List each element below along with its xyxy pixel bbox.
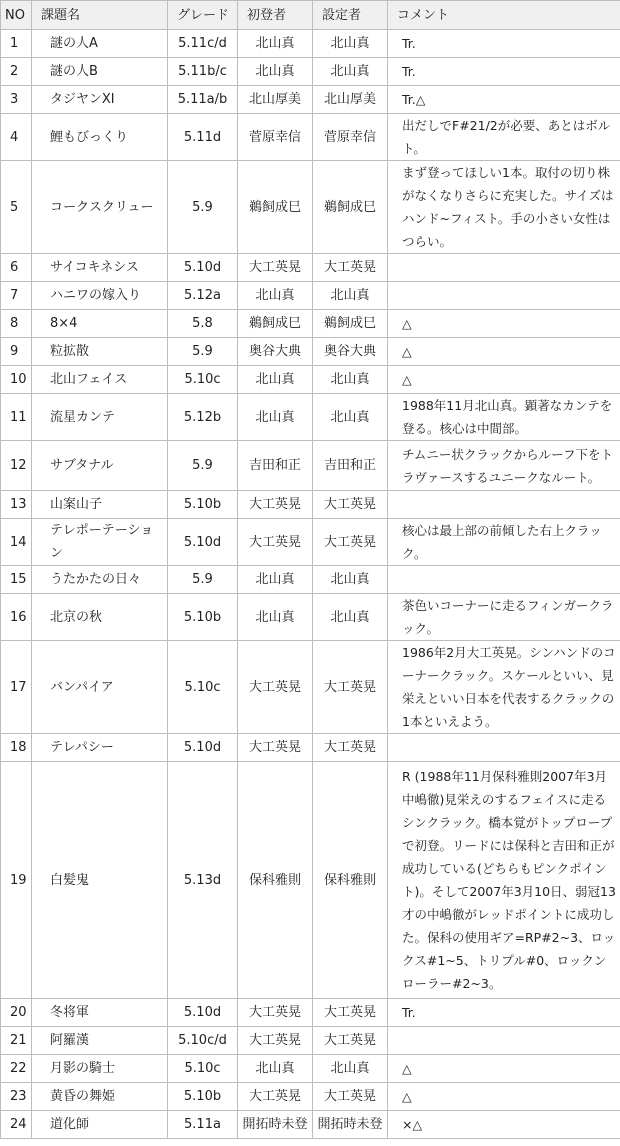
route-setter: 開拓時未登 xyxy=(313,1111,388,1139)
route-name: 阿羅漢 xyxy=(32,1027,168,1055)
route-first-ascent: 大工英晃 xyxy=(238,1027,313,1055)
route-setter: 奥谷大典 xyxy=(313,338,388,366)
route-first-ascent: 北山真 xyxy=(238,1055,313,1083)
header-setter: 設定者 xyxy=(313,1,388,30)
route-setter: 鵜飼成巳 xyxy=(313,161,388,254)
route-first-ascent: 菅原幸信 xyxy=(238,114,313,161)
route-grade: 5.11a/b xyxy=(168,86,238,114)
route-setter: 大工英晃 xyxy=(313,491,388,519)
route-name: バンパイア xyxy=(32,641,168,734)
route-comment xyxy=(388,491,620,519)
route-grade: 5.11a xyxy=(168,1111,238,1139)
table-row xyxy=(1,519,620,566)
route-name: 北京の秋 xyxy=(32,594,168,641)
table-row xyxy=(1,114,620,161)
route-setter: 大工英晃 xyxy=(313,1083,388,1111)
route-name: テレポーテーション xyxy=(32,519,168,566)
route-name: コークスクリュー xyxy=(32,161,168,254)
table-row xyxy=(1,86,620,114)
route-no: 18 xyxy=(1,734,32,762)
route-first-ascent: 北山真 xyxy=(238,58,313,86)
route-grade: 5.11c/d xyxy=(168,30,238,58)
route-comment xyxy=(388,734,620,762)
route-grade: 5.12b xyxy=(168,394,238,441)
route-first-ascent: 北山真 xyxy=(238,30,313,58)
route-name: 8×4 xyxy=(32,310,168,338)
route-first-ascent: 北山真 xyxy=(238,366,313,394)
route-grade: 5.10b xyxy=(168,491,238,519)
route-no: 22 xyxy=(1,1055,32,1083)
route-setter: 北山真 xyxy=(313,1055,388,1083)
table-row xyxy=(1,366,620,394)
route-first-ascent: 北山真 xyxy=(238,566,313,594)
route-setter: 鵜飼成巳 xyxy=(313,310,388,338)
table-row xyxy=(1,254,620,282)
table-row xyxy=(1,282,620,310)
route-grade: 5.8 xyxy=(168,310,238,338)
route-no: 20 xyxy=(1,999,32,1027)
route-first-ascent: 大工英晃 xyxy=(238,734,313,762)
route-grade: 5.10c/d xyxy=(168,1027,238,1055)
route-name: 流星カンテ xyxy=(32,394,168,441)
table-row xyxy=(1,30,620,58)
route-name: 黄昏の舞姫 xyxy=(32,1083,168,1111)
route-first-ascent: 開拓時未登 xyxy=(238,1111,313,1139)
route-name: 白髪鬼 xyxy=(32,762,168,999)
header-comment: コメント xyxy=(388,1,620,30)
route-no: 21 xyxy=(1,1027,32,1055)
route-setter: 大工英晃 xyxy=(313,519,388,566)
route-comment: 1986年2月大工英晃。シンハンドのコーナークラック。スケールといい、見栄えといい日本を代表するクラックの1本といえよう。 xyxy=(388,641,620,734)
table-row xyxy=(1,1083,620,1111)
route-comment xyxy=(388,254,620,282)
route-no: 10 xyxy=(1,366,32,394)
header-row xyxy=(1,1,620,30)
route-first-ascent: 大工英晃 xyxy=(238,491,313,519)
route-grade: 5.9 xyxy=(168,441,238,491)
route-no: 8 xyxy=(1,310,32,338)
route-name: 山案山子 xyxy=(32,491,168,519)
route-first-ascent: 北山真 xyxy=(238,282,313,310)
route-grade: 5.10c xyxy=(168,641,238,734)
route-first-ascent: 鵜飼成巳 xyxy=(238,161,313,254)
route-no: 9 xyxy=(1,338,32,366)
route-setter: 菅原幸信 xyxy=(313,114,388,161)
table-row xyxy=(1,491,620,519)
route-first-ascent: 大工英晃 xyxy=(238,641,313,734)
header-no: NO xyxy=(1,1,32,30)
route-grade: 5.10d xyxy=(168,519,238,566)
route-name: 北山フェイス xyxy=(32,366,168,394)
route-name: ハニワの嫁入り xyxy=(32,282,168,310)
header-first-ascent: 初登者 xyxy=(238,1,313,30)
route-no: 13 xyxy=(1,491,32,519)
route-comment: Tr. xyxy=(388,58,620,86)
table-row xyxy=(1,1055,620,1083)
route-name: 鯉もびっくり xyxy=(32,114,168,161)
route-name: うたかたの日々 xyxy=(32,566,168,594)
route-first-ascent: 大工英晃 xyxy=(238,254,313,282)
route-grade: 5.9 xyxy=(168,338,238,366)
route-setter: 北山真 xyxy=(313,282,388,310)
route-name: タジヤンXI xyxy=(32,86,168,114)
table-row xyxy=(1,1027,620,1055)
route-comment: 1988年11月北山真。顕著なカンテを登る。核心は中間部。 xyxy=(388,394,620,441)
route-name: サブタナル xyxy=(32,441,168,491)
table-row xyxy=(1,58,620,86)
route-first-ascent: 大工英晃 xyxy=(238,519,313,566)
route-comment: チムニー状クラックからルーフ下をトラヴァースするユニークなルート。 xyxy=(388,441,620,491)
table-row xyxy=(1,594,620,641)
route-no: 17 xyxy=(1,641,32,734)
route-name: 冬将軍 xyxy=(32,999,168,1027)
route-comment: 核心は最上部の前傾した右上クラック。 xyxy=(388,519,620,566)
route-grade: 5.10b xyxy=(168,1083,238,1111)
route-grade: 5.9 xyxy=(168,161,238,254)
route-no: 4 xyxy=(1,114,32,161)
table-row xyxy=(1,734,620,762)
route-first-ascent: 奥谷大典 xyxy=(238,338,313,366)
route-name: 謎の人B xyxy=(32,58,168,86)
route-setter: 大工英晃 xyxy=(313,1027,388,1055)
route-no: 19 xyxy=(1,762,32,999)
route-grade: 5.10d xyxy=(168,999,238,1027)
route-no: 7 xyxy=(1,282,32,310)
route-comment: △ xyxy=(388,338,620,366)
route-setter: 大工英晃 xyxy=(313,999,388,1027)
route-no: 14 xyxy=(1,519,32,566)
table-row xyxy=(1,441,620,491)
route-grade: 5.10b xyxy=(168,594,238,641)
route-comment: 出だしでF#21/2が必要、あとはボルト。 xyxy=(388,114,620,161)
route-setter: 北山真 xyxy=(313,58,388,86)
route-setter: 保科雅則 xyxy=(313,762,388,999)
route-comment: R (1988年11月保科雅則2007年3月中嶋徹)見栄えのするフェイスに走るシンクラック。橋本覚がトップロープで初登。リードには保科と吉田和正が成功している(どちらもピンクポイント)。そして2007年3月10日、弱冠13才の中嶋徹がレッドポイントに成功した。保科の使用ギア=RP#2~3、ロックス#1~5、トリプル#0、ロックンローラー#2~3。 xyxy=(388,762,620,999)
route-first-ascent: 北山真 xyxy=(238,394,313,441)
route-name: 月影の騎士 xyxy=(32,1055,168,1083)
route-name: 粒拡散 xyxy=(32,338,168,366)
route-no: 24 xyxy=(1,1111,32,1139)
route-first-ascent: 北山厚美 xyxy=(238,86,313,114)
route-name: テレパシー xyxy=(32,734,168,762)
table-row xyxy=(1,310,620,338)
route-comment: △ xyxy=(388,1083,620,1111)
route-comment: Tr.△ xyxy=(388,86,620,114)
route-no: 15 xyxy=(1,566,32,594)
table-row xyxy=(1,394,620,441)
route-no: 12 xyxy=(1,441,32,491)
route-no: 16 xyxy=(1,594,32,641)
route-setter: 北山真 xyxy=(313,30,388,58)
route-first-ascent: 北山真 xyxy=(238,594,313,641)
route-first-ascent: 大工英晃 xyxy=(238,999,313,1027)
table-row xyxy=(1,999,620,1027)
route-grade: 5.9 xyxy=(168,566,238,594)
route-grade: 5.11d xyxy=(168,114,238,161)
route-comment xyxy=(388,1027,620,1055)
route-comment: △ xyxy=(388,1055,620,1083)
header-name: 課題名 xyxy=(32,1,168,30)
route-comment: △ xyxy=(388,310,620,338)
route-name: 謎の人A xyxy=(32,30,168,58)
route-grade: 5.10d xyxy=(168,734,238,762)
table-row xyxy=(1,1111,620,1139)
route-setter: 北山真 xyxy=(313,594,388,641)
route-name: 道化師 xyxy=(32,1111,168,1139)
route-grade: 5.12a xyxy=(168,282,238,310)
header-grade: グレード xyxy=(168,1,238,30)
route-setter: 北山真 xyxy=(313,566,388,594)
route-name: サイコキネシス xyxy=(32,254,168,282)
route-grade: 5.13d xyxy=(168,762,238,999)
route-setter: 大工英晃 xyxy=(313,641,388,734)
route-first-ascent: 保科雅則 xyxy=(238,762,313,999)
route-no: 11 xyxy=(1,394,32,441)
route-no: 23 xyxy=(1,1083,32,1111)
route-setter: 北山厚美 xyxy=(313,86,388,114)
route-setter: 北山真 xyxy=(313,366,388,394)
route-setter: 大工英晃 xyxy=(313,734,388,762)
route-grade: 5.11b/c xyxy=(168,58,238,86)
route-comment: Tr. xyxy=(388,30,620,58)
route-grade: 5.10c xyxy=(168,1055,238,1083)
route-grade: 5.10c xyxy=(168,366,238,394)
route-no: 2 xyxy=(1,58,32,86)
route-first-ascent: 鵜飼成巳 xyxy=(238,310,313,338)
table-row xyxy=(1,338,620,366)
table-row xyxy=(1,161,620,254)
route-grade: 5.10d xyxy=(168,254,238,282)
table-row xyxy=(1,566,620,594)
route-comment: △ xyxy=(388,366,620,394)
table-row xyxy=(1,641,620,734)
route-comment xyxy=(388,282,620,310)
route-comment: 茶色いコーナーに走るフィンガークラック。 xyxy=(388,594,620,641)
route-comment: まず登ってほしい1本。取付の切り株がなくなりさらに充実した。サイズはハンド~フィスト。手の小さい女性はつらい。 xyxy=(388,161,620,254)
route-setter: 吉田和正 xyxy=(313,441,388,491)
route-no: 3 xyxy=(1,86,32,114)
route-first-ascent: 吉田和正 xyxy=(238,441,313,491)
route-first-ascent: 大工英晃 xyxy=(238,1083,313,1111)
route-no: 1 xyxy=(1,30,32,58)
route-setter: 大工英晃 xyxy=(313,254,388,282)
route-setter: 北山真 xyxy=(313,394,388,441)
route-no: 5 xyxy=(1,161,32,254)
route-comment xyxy=(388,566,620,594)
table-row xyxy=(1,762,620,999)
route-comment: ×△ xyxy=(388,1111,620,1139)
route-comment: Tr. xyxy=(388,999,620,1027)
route-no: 6 xyxy=(1,254,32,282)
